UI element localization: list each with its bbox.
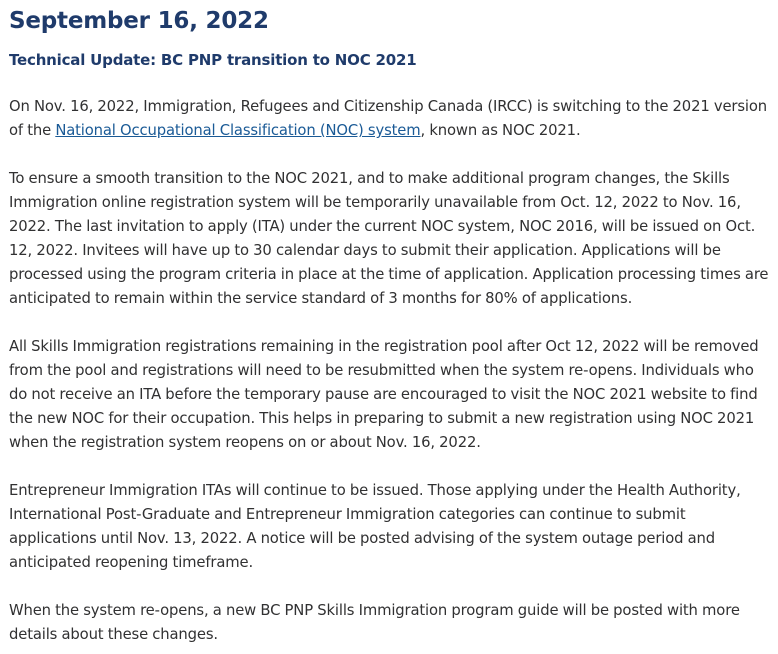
paragraph-registration-pool: All Skills Immigration registrations remaining in the registration pool after Oct 12, 2022 will be removed from the pool and registrations will need to be resubmitted when the system re-opens. Individuals who do not receive an ITA before the temporary pause are encouraged to visit the NOC 2021 website to find the new NOC for their occupation. This helps in preparing to submit a new registration using NOC 2021 when the registration system reopens on or about Nov. 16, 2022. xyxy=(9,338,759,451)
paragraph-program-guide: When the system re-opens, a new BC PNP Skills Immigration program guide will be posted with more details about these changes. xyxy=(9,602,740,643)
noc-system-link[interactable]: National Occupational Classification (NOC) system xyxy=(55,122,421,139)
post-date-heading: September 16, 2022 xyxy=(9,8,269,34)
post-subtitle: Technical Update: BC PNP transition to NOC 2021 xyxy=(9,51,417,69)
paragraph-noc-switch-text-before: On Nov. 16, 2022, Immigration, Refugees and Citizenship Canada (IRCC) is switching to the 2021 version of the xyxy=(9,98,767,139)
paragraph-noc-switch-text-after: , known as NOC 2021. xyxy=(420,122,581,139)
paragraph-transition-details: To ensure a smooth transition to the NOC 2021, and to make additional program changes, the Skills Immigration online registration system will be temporarily unavailable from Oct. 12, 2022 to Nov. 16, 2022. The last invitation to apply (ITA) under the current NOC system, NOC 2016, will be issued on Oct. 12, 2022. Invitees will have up to 30 calendar days to submit their application. Applications will be processed using the program criteria in place at the time of application. Application processing times are anticipated to remain within the service standard of 3 months for 80% of applications. xyxy=(9,170,769,307)
paragraph-noc-switch xyxy=(9,95,774,143)
paragraph-entrepreneur-itas: Entrepreneur Immigration ITAs will continue to be issued. Those applying under the Health Authority, International Post-Graduate and Entrepreneur Immigration categories can continue to submit applications until Nov. 13, 2022. A notice will be posted advising of the system outage period and anticipated reopening timeframe. xyxy=(9,482,741,571)
